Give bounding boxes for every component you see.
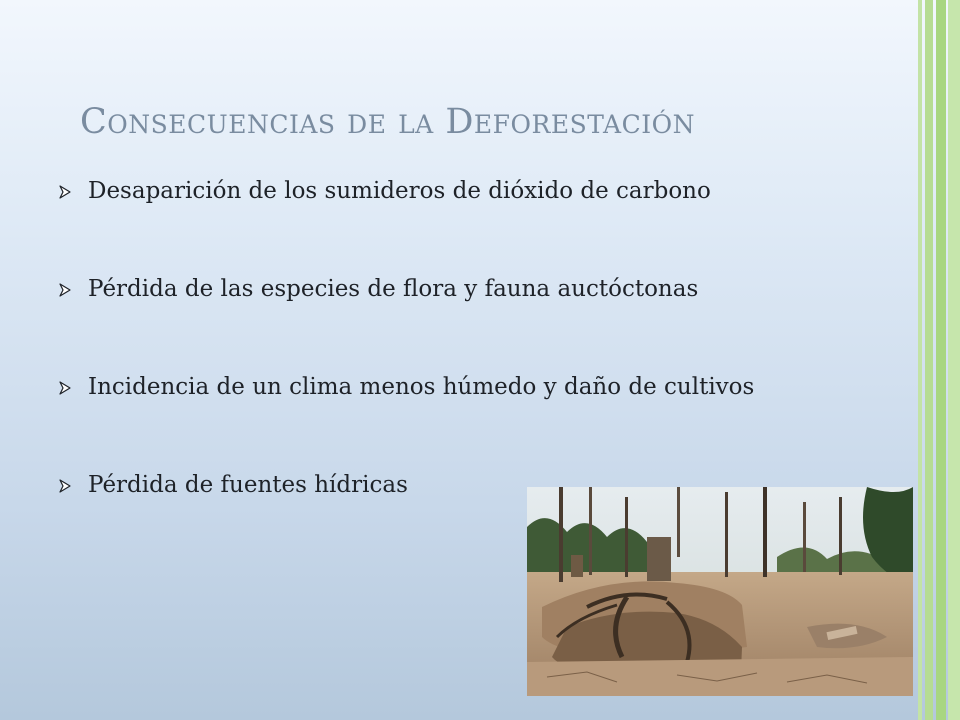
bullet-item bbox=[58, 372, 818, 403]
bullet-text: Pérdida de fuentes hídricas bbox=[88, 472, 408, 498]
arrow-bullet-icon bbox=[58, 479, 72, 493]
deforestation-photo bbox=[527, 487, 913, 696]
decorative-bar bbox=[925, 0, 933, 720]
decorative-bar bbox=[948, 0, 960, 720]
bullet-text: Incidencia de un clima menos húmedo y daño de cultivos bbox=[88, 374, 755, 400]
decorative-bar bbox=[936, 0, 946, 720]
bullet-text: Pérdida de las especies de flora y fauna auctóctonas bbox=[88, 276, 699, 302]
bullet-text: Desaparición de los sumideros de dióxido de carbono bbox=[88, 178, 711, 204]
arrow-bullet-icon bbox=[58, 283, 72, 297]
bullet-item bbox=[58, 274, 818, 305]
decorative-bar bbox=[918, 0, 922, 720]
arrow-bullet-icon bbox=[58, 381, 72, 395]
bullet-item bbox=[58, 176, 818, 207]
arrow-bullet-icon bbox=[58, 185, 72, 199]
slide-title: Consecuencias de la Deforestación bbox=[80, 102, 695, 142]
